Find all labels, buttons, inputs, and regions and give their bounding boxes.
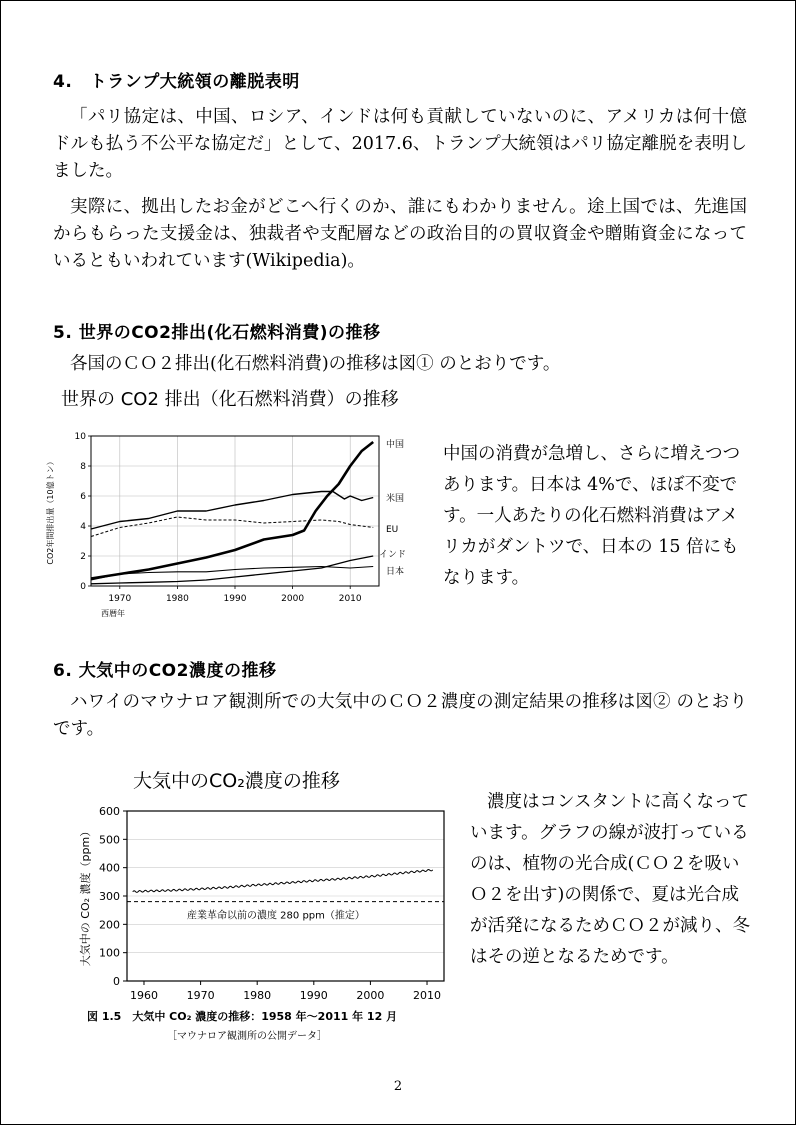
section-5-intro: 各国のＣＯ２排出(化石燃料消費)の推移は図① のとおりです。 [70, 354, 561, 374]
chart-1-series-label-china: 中国 [386, 440, 405, 450]
chart-1-x-axis-label: 西暦年 [101, 609, 125, 618]
chart-1-emissions [41, 421, 431, 626]
chart-2-y-tick-label: 300 [99, 890, 120, 903]
chart-1-series-china [91, 442, 373, 579]
chart-2-caption: 図 1.5 大気中 CO₂ 濃度の推移：1958 年〜2011 年 12 月 [87, 1010, 398, 1023]
chart-1-title: 世界の CO2 排出（化石燃料消費）の推移 [61, 389, 399, 410]
chart-2-x-tick-label: 1980 [243, 989, 272, 1002]
section-6-heading: 6. 大気中のCO2濃度の推移 [53, 661, 277, 681]
chart-2-y-tick-label: 600 [99, 805, 120, 818]
chart-1-series-usa [91, 492, 373, 530]
chart-2-x-tick-label: 2010 [413, 989, 442, 1002]
chart-2-y-tick-label: 500 [99, 833, 120, 847]
section-4-paragraph-2: 実際に、拠出したお金がどこへ行くのか、誰にもわかりません。途上国では、先進国からもらった支援金は、独裁者や支配層などの政治目的の買収資金や贈賄資金になっているともいわれています(Wikipedia)。 [53, 197, 747, 271]
chart-1-y-tick-label: 8 [80, 462, 86, 472]
chart-2-y-tick-label: 200 [99, 918, 120, 932]
chart-1-x-tick-label: 1980 [165, 594, 189, 604]
chart-2-x-tick-label: 1990 [299, 989, 328, 1002]
chart-2-y-tick-label: 0 [113, 975, 120, 988]
chart-1-series-label-japan: 日本 [386, 567, 405, 577]
chart-1-y-tick-label: 10 [74, 432, 86, 442]
chart-1-y-tick-label: 2 [80, 552, 86, 562]
section-4-heading: 4. トランプ大統領の離脱表明 [53, 72, 300, 92]
chart-2-x-tick-label: 1970 [186, 989, 215, 1002]
section-5-heading: 5. 世界のCO2排出(化石燃料消費)の推移 [53, 323, 381, 343]
chart-1-y-tick-label: 0 [80, 582, 86, 592]
chart-1-series-japan [91, 567, 373, 581]
chart-2-y-axis-label: 大気中の CO₂ 濃度（ppm） [79, 825, 92, 967]
chart-1-y-axis-label: CO2年間排出量（10億トン） [46, 457, 55, 565]
chart-1-x-tick-label: 1970 [108, 594, 132, 604]
page-number: 2 [393, 1079, 403, 1094]
chart-1-series-label-usa: 米国 [386, 494, 405, 504]
section-4-paragraph-1: 「パリ協定は、中国、ロシア、インドは何も貢献していないのに、アメリカは何十億ドルも払う不公平な協定だ」として、2017.6、トランプ大統領はパリ協定離脱を表明しました。 [53, 107, 747, 181]
chart-1-y-tick-label: 6 [80, 492, 86, 502]
section-6-side-text: 濃度はコンスタントに高くなっています。グラフの線が波打っているのは、植物の光合成(ＣＯ２を吸いＯ２を出す)の関係で、夏は光合成が活発になるためＣＯ２が減り、冬はその逆となるためです。 [470, 792, 750, 967]
chart-2-x-tick-label: 2000 [356, 989, 385, 1002]
chart-1-series-label-eu: EU [386, 525, 399, 535]
chart-2-y-tick-label: 400 [99, 861, 120, 875]
chart-1-series-label-india: インド [379, 550, 407, 560]
chart-2-title: 大気中のCO₂濃度の推移 [133, 770, 340, 792]
chart-1-x-tick-label: 1990 [223, 594, 247, 604]
chart-1-y-tick-label: 4 [80, 522, 86, 532]
chart-1-x-tick-label: 2010 [338, 594, 362, 604]
chart-2-series-line [133, 870, 433, 893]
chart-2-reference-label: 産業革命以前の濃度 280 ppm（推定） [187, 910, 365, 922]
section-6-intro: ハワイのマウナロア観測所での大気中のＣＯ２濃度の測定結果の推移は図② のとおりです。 [53, 692, 747, 739]
chart-2-y-tick-label: 100 [99, 946, 120, 960]
chart-2-source: ［マウナロア観測所の公開データ］ [167, 1031, 327, 1042]
chart-2-concentration [61, 801, 461, 1051]
section-5-side-text: 中国の消費が急増し、さらに増えつつあります。日本は 4%で、ほぼ不変です。一人あたりの化石燃料消費はアメリカがダントツで、日本の 15 倍にもなります。 [443, 444, 741, 588]
chart-2-x-tick-label: 1960 [129, 989, 158, 1002]
chart-1-x-tick-label: 2000 [281, 594, 305, 604]
